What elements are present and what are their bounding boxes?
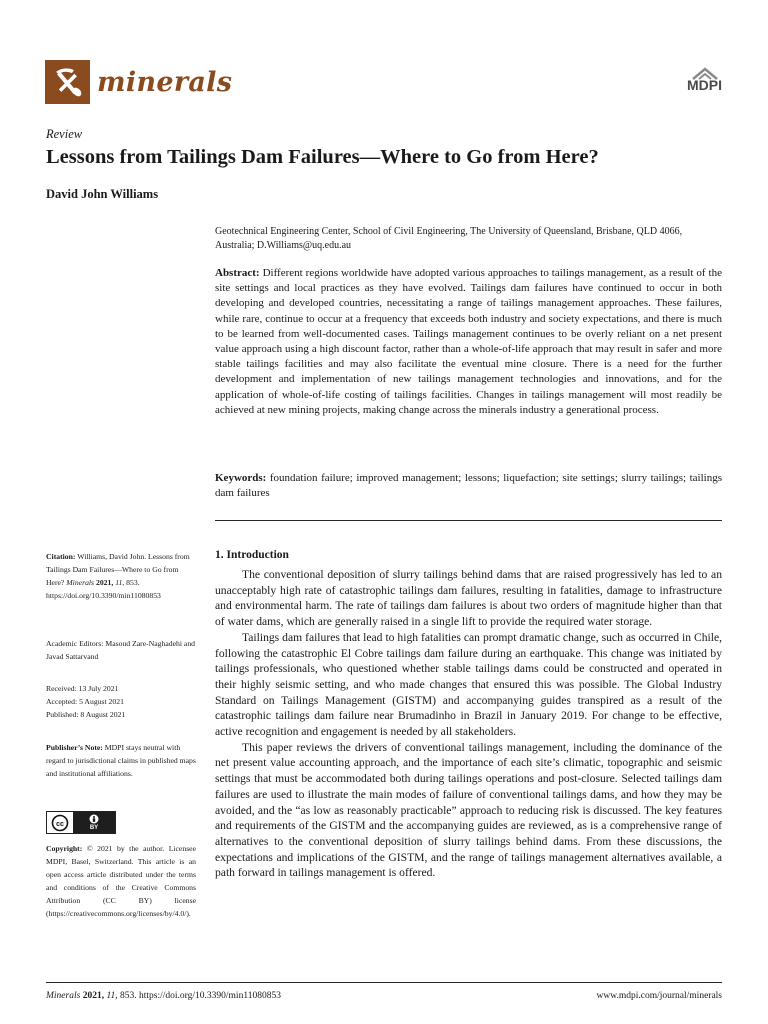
keywords-text: foundation failure; improved management; lessons; liquefaction; site settings; slurry tailings; tailings dam failures [215,472,722,500]
citation-journal: Minerals [66,578,95,587]
cc-icon [47,812,73,833]
published-date: Published: 8 August 2021 [46,710,126,719]
publisher-note [46,741,196,780]
copyright-label: Copyright: [46,844,83,853]
introduction-body [215,567,722,881]
keywords [215,471,722,501]
note-text: MDPI stays neutral with regard to jurisdictional claims in published maps and institutional affiliations. [46,743,196,778]
footer-year: 2021, [82,991,105,1001]
received-date: Received: 13 July 2021 [46,684,119,693]
accepted-date: Accepted: 5 August 2021 [46,697,124,706]
abstract-label: Abstract: [215,267,260,279]
svg-text:cc: cc [56,820,64,828]
citation-volume: 11, [115,578,125,587]
journal-name: minerals [97,66,233,98]
attribution-person-icon [89,814,99,824]
citation-doi[interactable]: 853. https://doi.org/10.3390/min11080853 [46,578,161,600]
pickaxe-shovel-icon [45,60,90,104]
publication-dates [46,682,196,721]
journal-logo [45,60,232,104]
publisher-logo [687,66,722,93]
affiliation: Geotechnical Engineering Center, School of Civil Engineering, The University of Queensland, Brisbane, QLD 4066, Australia; D.Williams@uq.edu.au [215,226,683,251]
section-heading: 1. Introduction [215,549,289,561]
article-type: Review [46,127,83,141]
footer-doi[interactable]: 853. https://doi.org/10.3390/min11080853 [119,991,281,1001]
footer-journal: Minerals [46,991,81,1001]
citation [46,550,196,602]
paragraph: Tailings dam failures that lead to high fatalities can prompt dramatic change, such as occurred in Chile, following the catastrophic El Cobre tailings dam failure during an earthquake. This change was initiated by tailings professionals, who questioned whether stable tailings dams could be constructed and operated in their highly seismic setting, and who made changes that ensured this was possible. The Global Industry Standard on Tailings Management (GISTM) and accompanying guides transpired as a result of the catastrophic tailings dam failure near Brumadinho in Brazil in January 2019. For change to be effective, active recognition and engagement is needed by all stakeholders. [215,630,722,739]
paragraph: The conventional deposition of slurry tailings behind dams that are raised progressively has led to an unacceptably high rate of catastrophic tailings dam failures, resulting in fatalities, damage to infrastructure and environmental harm. The rate of tailings dam failures is about two orders of magnitude higher than that of water dams, which are generally raised in a single lift to provide the required water storage. [215,568,722,629]
cc-by-label: BY [89,825,99,831]
publisher-name: MDPI [687,77,722,93]
citation-label: Citation: [46,552,76,561]
copyright [46,842,196,920]
abstract-text: Different regions worldwide have adopted various approaches to tailings management, as a result of the site settings and local practices as they have evolved. Tailings dam failures have continued to occur in both developing and developed countries, necessitating a range of tailings management approaches. These failures, while rare, continue to occur at a frequency that exceeds both industry and society expectations, and there is much to be learned from well-documented cases. Tailings management continues to be overly reliant on a net present value approach using a high discount factor, rather than a whole-of-life approach that may result in safer and more stable tailings facilities and may also facilitate the eventual mine closure. There is a need for the further development and implementation of new tailings management technologies and innovations, and for the application of whole-of-life costing of tailings facilities. Changes in tailings management will most readily be achieved at new mining projects, making change across the minerals industry a generational process. [215,267,722,416]
citation-year: 2021, [95,578,114,587]
article-title: Lessons from Tailings Dam Failures—Where to Go from Here? [46,146,599,168]
abstract [215,266,722,418]
cc-license-badge[interactable] [46,811,116,834]
note-label: Publisher’s Note: [46,743,103,752]
cc-by-panel [73,812,115,833]
abstract-divider [215,520,722,521]
footer-volume: 11, [106,991,118,1001]
paragraph: This paper reviews the drivers of conventional tailings management, including the dominance of the net present value accounting approach, and the importance of each site’s climatic, topographic and seismic settings that must be accommodated both during tailings operations and post-closure. Selected tailings dam failures are used to illustrate the main modes of failure of conventional tailings dams, and how they may be avoided, and the “as low as reasonably practicable” approach to reducing risk is discussed. The key features and requirements of the GISTM and the accompanying guides are reviewed, as is a comprehensive range of alternatives to the conventional deposition of slurry tailings behind dams. From these discussions, the expectations and implications of the GISTM, and the range of tailings management alternatives available, a path forward in tailings management is offered. [215,740,722,880]
citation-text: Williams, David John. Lessons from Tailings Dam Failures—Where to Go from Here? [46,552,190,587]
copyright-text: © 2021 by the author. Licensee MDPI, Basel, Switzerland. This article is an open access article distributed under the terms and conditions of the Creative Commons Attribution (CC BY) license (https://creativecommons.org/licenses/by/4.0/). [46,844,197,918]
editors-label: Academic Editors: [46,639,104,648]
author-name: David John Williams [46,187,159,201]
footer-divider [46,982,722,983]
keywords-label: Keywords: [215,472,267,484]
footer-citation [46,991,281,1001]
editors-names: Masoud Zare-Naghadehi and Javad Sattarvand [46,639,196,661]
academic-editors [46,637,196,663]
journal-url-link[interactable]: www.mdpi.com/journal/minerals [596,991,722,1001]
